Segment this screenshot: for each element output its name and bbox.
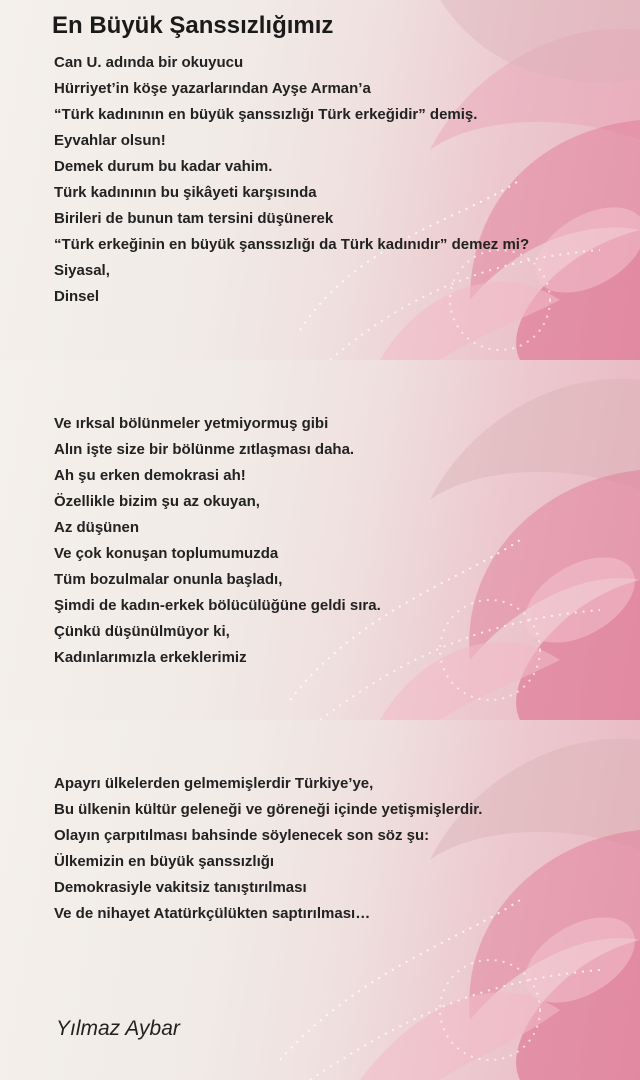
poem-line: Az düşünen [54,519,139,536]
poem-line: Ve ırksal bölünmeler yetmiyormuş gibi [54,415,329,432]
poem-line: Olayın çarpıtılması bahsinde söylenecek son söz şu: [54,827,430,844]
poem-line: Apayrı ülkelerden gelmemişlerdir Türkiye’ye, [54,775,374,792]
poem-line: Bu ülkenin kültür geleneği ve göreneği içinde yetişmişlerdir. [54,801,483,818]
poem-line: Demokrasiyle vakitsiz tanıştırılması [54,879,307,896]
poem-line: Eyvahlar olsun! [54,132,166,149]
stanza-2 [54,411,381,671]
poem-line: Şimdi de kadın-erkek bölücülüğüne geldi sıra. [54,597,381,614]
poem-line: Özellikle bizim şu az okuyan, [54,493,260,510]
poem-line: Tüm bozulmalar onunla başladı, [54,571,283,588]
poem-line: Birileri de bunun tam tersini düşünerek [54,210,334,227]
poem-line: Kadınlarımızla erkeklerimiz [54,649,247,666]
poem-line: Demek durum bu kadar vahim. [54,158,273,175]
stanza-1 [54,50,529,310]
poem-line: Dinsel [54,288,100,305]
poem-line: Ve de nihayet Atatürkçülükten saptırılması… [54,905,371,922]
poem-line: Türk kadınının bu şikâyeti karşısında [54,184,317,201]
stanza-3 [54,771,482,927]
poem-author: Yılmaz Aybar [56,1017,180,1040]
poem-line: Ülkemizin en büyük şanssızlığı [54,853,275,870]
poem-line: Ah şu erken demokrasi ah! [54,467,246,484]
poem-line: Ve çok konuşan toplumumuzda [54,545,279,562]
poem-title: En Büyük Şanssızlığımız [52,12,334,39]
poem-line: Çünkü düşünülmüyor ki, [54,623,230,640]
poem-line: “Türk erkeğinin en büyük şanssızlığı da Türk kadınıdır” demez mi? [54,236,530,253]
poem-line: Alın işte size bir bölünme zıtlaşması daha. [54,441,355,458]
poem-line: Siyasal, [54,262,110,279]
poem-line: Can U. adında bir okuyucu [54,54,244,71]
poem-line: Hürriyet’in köşe yazarlarından Ayşe Arman’a [54,80,371,97]
poem-line: “Türk kadınının en büyük şanssızlığı Türk erkeğidir” demiş. [54,106,478,123]
